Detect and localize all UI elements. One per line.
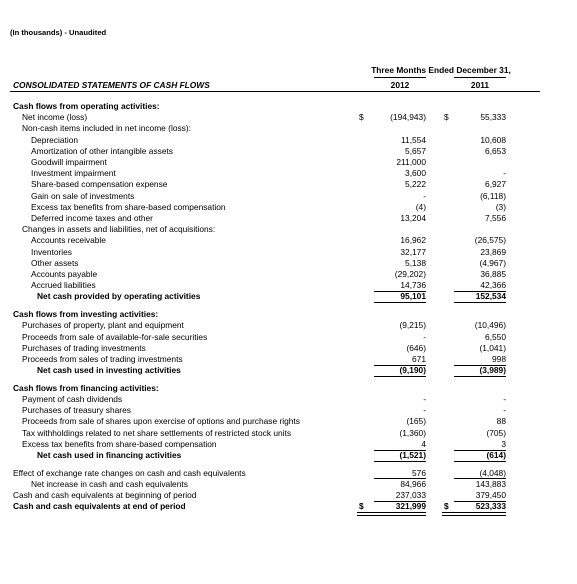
value-2011: 6,550 bbox=[485, 331, 506, 342]
currency-symbol: $ bbox=[444, 501, 449, 512]
total-rule bbox=[454, 461, 506, 462]
row-label: Proceeds from sale of shares upon exercise of options and purchase rights bbox=[22, 416, 300, 427]
value-2012: 13,204 bbox=[400, 213, 426, 223]
row-label: Inventories bbox=[31, 246, 72, 257]
row-label: Cash and cash equivalents at end of period bbox=[13, 501, 186, 512]
value-2011: 3 bbox=[501, 438, 506, 449]
value-2011: 42,366 bbox=[480, 280, 506, 291]
row-label: Tax withholdings related to net share settlements of restricted stock units bbox=[22, 427, 292, 438]
row-label: Purchases of property, plant and equipment bbox=[22, 320, 184, 331]
currency-symbol: $ bbox=[359, 501, 364, 512]
value-2011: (26,575) bbox=[474, 235, 506, 246]
total-rule bbox=[374, 302, 426, 303]
row-label: Changes in assets and liabilities, net of acquisitions: bbox=[22, 224, 216, 235]
value-2012: 4 bbox=[421, 438, 426, 449]
grand-total-double-rule bbox=[442, 512, 506, 516]
row-label: Investment impairment bbox=[31, 168, 116, 179]
row-label: Other assets bbox=[31, 257, 79, 268]
value-2012: 321,999 bbox=[395, 501, 426, 512]
value-2012: (646) bbox=[406, 342, 426, 353]
value-2011: (6,118) bbox=[480, 190, 506, 201]
value-2011: (1,041) bbox=[479, 342, 506, 353]
value-2012: 671 bbox=[412, 353, 426, 364]
value-2011: 55,333 bbox=[480, 112, 506, 123]
row-label: Amortization of other intangible assets bbox=[31, 145, 173, 156]
row-label: Proceeds from sales of trading investments bbox=[22, 353, 183, 364]
total-rule bbox=[454, 376, 506, 377]
value-2011: (705) bbox=[486, 427, 506, 438]
value-2012: 16,962 bbox=[400, 235, 426, 246]
value-2011: 143,883 bbox=[475, 478, 506, 489]
year-2011-underline bbox=[454, 77, 506, 78]
row-label: Net increase in cash and cash equivalents bbox=[31, 478, 188, 489]
year-2012-underline bbox=[374, 77, 426, 78]
value-2011: - bbox=[503, 168, 506, 179]
value-2012: 211,000 bbox=[396, 157, 426, 167]
value-2012: 32,177 bbox=[400, 246, 426, 257]
value-2012: - bbox=[423, 331, 426, 342]
row-label: Net income (loss) bbox=[22, 112, 88, 123]
value-2012: (9,215) bbox=[399, 320, 426, 331]
row-label: Excess tax benefits from share-based compensation bbox=[31, 201, 226, 212]
value-2011: (3,989) bbox=[479, 365, 506, 376]
row-label: Accounts receivable bbox=[31, 235, 106, 246]
row-label: Share-based compensation expense bbox=[31, 179, 168, 190]
row-label: Deferred income taxes and other bbox=[31, 213, 153, 223]
row-label: Gain on sale of investments bbox=[31, 190, 135, 201]
total-rule bbox=[454, 302, 506, 303]
currency-symbol: $ bbox=[359, 112, 364, 123]
value-2012: (4) bbox=[415, 201, 426, 212]
period-header: Three Months Ended December 31, bbox=[371, 65, 511, 75]
value-2011: 152,534 bbox=[475, 291, 506, 302]
value-2012: 3,600 bbox=[405, 168, 426, 179]
row-label: Cash flows from investing activities: bbox=[13, 309, 159, 320]
value-2012: (1,521) bbox=[399, 450, 426, 460]
total-rule bbox=[374, 461, 426, 462]
year-2012-header: 2012 bbox=[390, 80, 410, 90]
value-2012: 5,657 bbox=[405, 145, 426, 156]
value-2012: 84,966 bbox=[400, 478, 426, 489]
row-label: Net cash used in investing activities bbox=[37, 365, 181, 376]
value-2012: (165) bbox=[406, 416, 426, 427]
value-2011: (4,967) bbox=[479, 257, 506, 268]
value-2012: 576 bbox=[412, 467, 426, 478]
row-label: Excess tax benefits from share-based compensation bbox=[22, 438, 217, 449]
value-2011: 88 bbox=[496, 416, 506, 427]
value-2011: 379,450 bbox=[475, 490, 506, 501]
row-label: Effect of exchange rate changes on cash and cash equivalents bbox=[13, 467, 246, 478]
year-2011-header: 2011 bbox=[470, 80, 490, 90]
value-2011: 6,927 bbox=[485, 179, 506, 190]
row-label: Depreciation bbox=[31, 134, 79, 145]
row-label: Cash flows from operating activities: bbox=[13, 101, 160, 111]
value-2011: - bbox=[503, 405, 506, 416]
value-2012: - bbox=[423, 190, 426, 201]
units-note: (In thousands) - Unaudited bbox=[10, 28, 107, 37]
value-2012: 14,736 bbox=[400, 280, 426, 291]
value-2011: (3) bbox=[495, 201, 506, 212]
value-2011: 523,333 bbox=[475, 501, 506, 512]
value-2011: 23,869 bbox=[480, 246, 506, 257]
value-2012: (194,943) bbox=[390, 112, 426, 123]
row-label: Accounts payable bbox=[31, 269, 98, 279]
row-label: Cash flows from financing activities: bbox=[13, 382, 159, 393]
header-rule bbox=[10, 91, 540, 92]
row-label: Net cash used in financing activities bbox=[37, 450, 182, 460]
row-label: Net cash provided by operating activities bbox=[37, 291, 201, 302]
value-2012: (29,202) bbox=[394, 269, 426, 279]
value-2011: 10,608 bbox=[480, 134, 506, 145]
value-2011: 998 bbox=[492, 353, 506, 364]
total-rule bbox=[374, 376, 426, 377]
value-2012: 11,554 bbox=[401, 134, 426, 145]
row-label: Purchases of treasury shares bbox=[22, 405, 131, 416]
statement-title: CONSOLIDATED STATEMENTS OF CASH FLOWS bbox=[13, 80, 210, 90]
value-2012: (1,360) bbox=[399, 427, 426, 438]
value-2011: - bbox=[503, 394, 506, 404]
value-2012: - bbox=[423, 394, 426, 404]
row-label: Payment of cash dividends bbox=[22, 394, 123, 404]
currency-symbol: $ bbox=[444, 112, 449, 123]
value-2011: 7,556 bbox=[485, 213, 506, 223]
value-2012: 237,033 bbox=[395, 490, 426, 501]
row-label: Proceeds from sale of available-for-sale securities bbox=[22, 331, 208, 342]
value-2011: (614) bbox=[486, 450, 506, 460]
value-2011: 36,885 bbox=[480, 269, 506, 279]
value-2011: 6,653 bbox=[485, 145, 506, 156]
value-2012: 5,222 bbox=[405, 179, 426, 190]
row-label: Accrued liabilities bbox=[31, 280, 96, 291]
row-label: Purchases of trading investments bbox=[22, 342, 146, 353]
value-2011: (10,496) bbox=[474, 320, 506, 331]
row-label: Non-cash items included in net income (loss): bbox=[22, 123, 191, 134]
value-2012: 5,138 bbox=[405, 257, 426, 268]
value-2012: 95,101 bbox=[400, 291, 426, 302]
value-2012: - bbox=[423, 405, 426, 416]
value-2012: (9,190) bbox=[399, 365, 426, 376]
row-label: Cash and cash equivalents at beginning of period bbox=[13, 490, 197, 501]
value-2011: (4,048) bbox=[479, 467, 506, 478]
row-label: Goodwill impairment bbox=[31, 157, 107, 167]
grand-total-double-rule bbox=[357, 512, 426, 516]
